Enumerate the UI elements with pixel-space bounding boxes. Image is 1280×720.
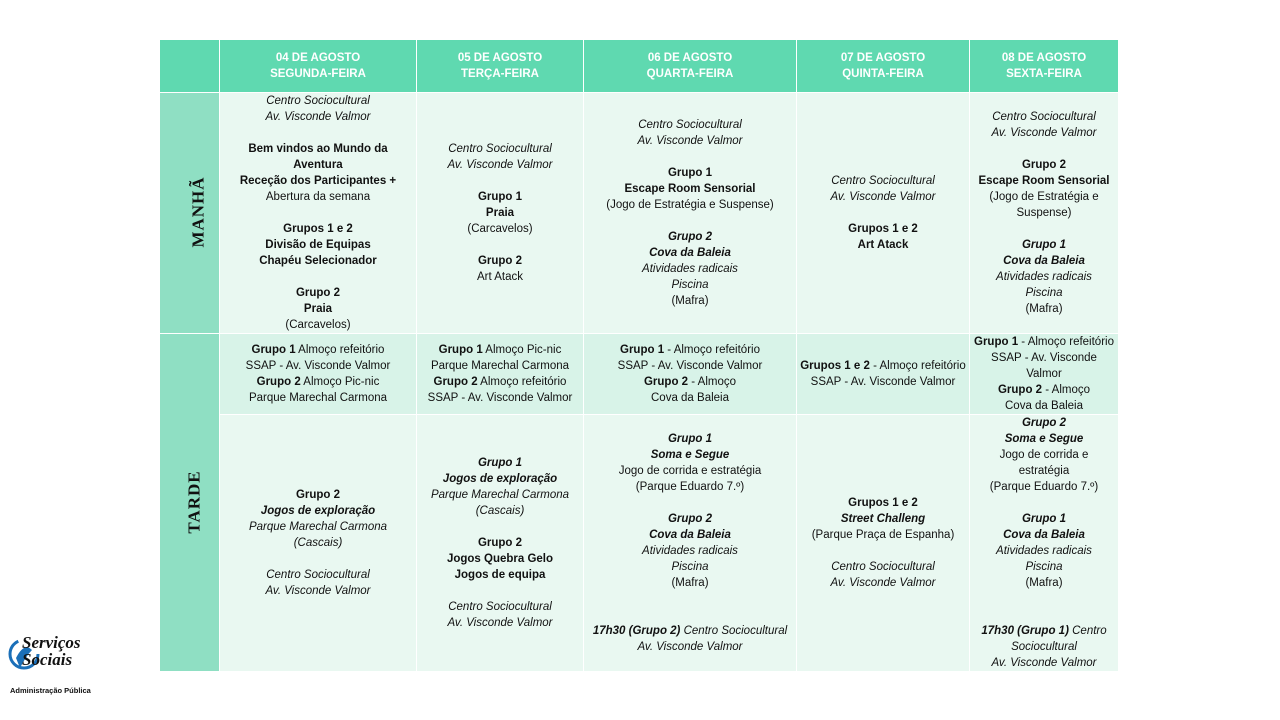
cell-line: [223, 519, 413, 535]
cell-text: Jogo de corrida e estratégia: [618, 465, 762, 477]
cell-line: [800, 559, 966, 575]
cell-text: (Mafra): [1025, 303, 1063, 315]
cell-text: Grupo 1: [1021, 513, 1067, 525]
cell-text: 17h30 (Grupo 1): [981, 625, 1069, 637]
cell-text: Grupo 2: [643, 376, 689, 388]
cell-text: (Cascais): [293, 537, 343, 549]
cell-line: [587, 165, 793, 181]
cell-text: Piscina: [671, 561, 709, 573]
cell-line: [587, 527, 793, 543]
cell-line: [587, 229, 793, 245]
cell-text: Grupo 2: [477, 255, 523, 267]
cell-text: Chapéu Selecionador: [259, 255, 377, 267]
afternoon-cell: [584, 415, 797, 672]
cell-text: Av. Visconde Valmor: [265, 585, 371, 597]
line-gap: [587, 495, 793, 511]
cell-line: [973, 253, 1115, 269]
cell-line: [420, 342, 580, 358]
cell-line: [223, 583, 413, 599]
cell-line: [420, 567, 580, 583]
cell-text: Parque Marechal Carmona: [430, 489, 570, 501]
cell-text: Grupo 2: [667, 513, 713, 525]
cell-text: (Jogo de Estratégia e Suspense): [606, 199, 774, 211]
cell-line: [223, 487, 413, 503]
cell-line: [973, 125, 1115, 141]
cell-line: [973, 511, 1115, 527]
header-date: 05 DE AGOSTO: [457, 52, 543, 64]
cell-text: - Almoço refeitório: [869, 360, 966, 372]
cell-line: [587, 293, 793, 309]
cell-text: Av. Visconde Valmor: [447, 617, 553, 629]
cell-line: [973, 109, 1115, 125]
cell-text: - Almoço: [1042, 384, 1091, 396]
cell-line: [420, 141, 580, 157]
cell-text: Centro Sociocultural: [831, 175, 935, 187]
cell-line: [223, 173, 413, 189]
morning-cell: [417, 93, 584, 334]
cell-text: Atividades radicais: [642, 263, 738, 275]
cell-text: Av. Visconde Valmor: [830, 191, 936, 203]
cell-text: Av. Visconde Valmor: [637, 641, 743, 653]
cell-text: Grupo 1: [438, 344, 483, 356]
cell-text: Grupo 1: [477, 457, 523, 469]
header-weekday: SEGUNDA-FEIRA: [270, 68, 366, 80]
line-gap: [420, 237, 580, 253]
cell-text: - Almoço refeitório: [1018, 336, 1114, 348]
cell-line: [223, 301, 413, 317]
logo-line-2: Sociais: [22, 650, 73, 669]
cell-text: SSAP - Av. Visconde Valmor: [427, 392, 573, 404]
cell-line: [223, 317, 413, 333]
cell-line: [587, 575, 793, 591]
cell-text: Grupos 1 e 2: [283, 223, 353, 235]
afternoon-cell: [417, 415, 584, 672]
cell-text: 17h30 (Grupo 2): [592, 625, 681, 637]
cell-text: Suspense): [1016, 207, 1072, 219]
cell-text: Grupo 1: [667, 433, 713, 445]
cell-line: [973, 655, 1115, 671]
cell-text: - Almoço refeitório: [664, 344, 760, 356]
cell-line: [587, 261, 793, 277]
lunch-cell: [220, 334, 417, 415]
cell-text: Cova da Baleia: [1003, 529, 1085, 541]
header-date: 04 DE AGOSTO: [275, 52, 361, 64]
period-afternoon: [160, 334, 220, 672]
cell-line: [420, 535, 580, 551]
cell-text: Grupo 2: [295, 287, 341, 299]
cell-text: Piscina: [1025, 561, 1063, 573]
cell-text: Grupo 2: [667, 231, 713, 243]
cell-line: [223, 141, 413, 173]
cell-text: Grupos 1 e 2: [848, 497, 918, 509]
period-morning: [160, 93, 220, 334]
cell-line: [973, 189, 1115, 205]
cell-line: [587, 479, 793, 495]
cell-line: [587, 181, 793, 197]
morning-cell: [220, 93, 417, 334]
cell-text: Praia: [303, 303, 333, 315]
cell-text: Grupo 2: [256, 376, 301, 388]
period-afternoon-label: TARDE: [184, 469, 204, 534]
cell-line: [800, 221, 966, 237]
cell-line: [587, 358, 793, 374]
cell-text: (Mafra): [671, 295, 709, 307]
cell-line: [223, 93, 413, 109]
cell-line: [800, 358, 966, 374]
line-gap: [223, 551, 413, 567]
line-gap: [800, 543, 966, 559]
cell-text: Cova da Baleia: [1003, 255, 1085, 267]
line-gap: [223, 205, 413, 221]
cell-text: (Jogo de Estratégia e: [989, 191, 1099, 203]
cell-line: [973, 205, 1115, 221]
cell-text: Atividades radicais: [996, 271, 1092, 283]
cell-line: [973, 639, 1115, 655]
schedule-table: [159, 39, 1119, 672]
lunch-cell: [797, 334, 970, 415]
cell-line: [800, 495, 966, 511]
cell-text: Jogos de exploração: [442, 473, 558, 485]
line-gap: [587, 149, 793, 165]
cell-line: [223, 253, 413, 269]
cell-text: Parque Marechal Carmona: [248, 392, 388, 404]
line-gap: [973, 591, 1115, 607]
header-day-5: [970, 40, 1119, 93]
cell-line: [223, 535, 413, 551]
cell-line: [973, 575, 1115, 591]
cell-line: [973, 382, 1115, 398]
cell-line: [587, 559, 793, 575]
cell-text: SSAP - Av. Visconde Valmor: [617, 360, 763, 372]
cell-text: Escape Room Sensorial: [624, 183, 756, 195]
cell-line: [973, 623, 1115, 639]
cell-text: Bem vindos ao Mundo da Aventura: [248, 143, 388, 171]
cell-text: Soma e Segue: [1004, 433, 1084, 445]
cell-text: Atividades radicais: [642, 545, 738, 557]
cell-text: (Parque Praça de Espanha): [811, 529, 955, 541]
cell-text: Av. Visconde Valmor: [991, 127, 1097, 139]
cell-text: Grupo 1: [667, 167, 713, 179]
cell-text: (Carcavelos): [285, 319, 351, 331]
cell-text: Soma e Segue: [650, 449, 730, 461]
cell-line: [800, 237, 966, 253]
cell-line: [800, 575, 966, 591]
cell-line: [973, 301, 1115, 317]
header-weekday: QUARTA-FEIRA: [646, 68, 734, 80]
cell-text: Receção dos Participantes +: [239, 175, 397, 187]
cell-text: Av. Visconde Valmor: [447, 159, 553, 171]
cell-text: (Carcavelos): [467, 223, 533, 235]
cell-line: [973, 173, 1115, 189]
cell-text: Grupo 2: [997, 384, 1043, 396]
morning-cell: [970, 93, 1119, 334]
afternoon-cell: [220, 415, 417, 672]
cell-line: [420, 471, 580, 487]
header-weekday: SEXTA-FEIRA: [1006, 68, 1082, 80]
cell-line: [420, 599, 580, 615]
afternoon-cell: [797, 415, 970, 672]
cell-line: [420, 253, 580, 269]
cell-line: [973, 543, 1115, 559]
cell-text: Almoço Pic-nic: [482, 344, 562, 356]
cell-line: [223, 285, 413, 301]
cell-line: [420, 189, 580, 205]
cell-text: - Almoço: [688, 376, 737, 388]
cell-line: [223, 109, 413, 125]
cell-line: [587, 463, 793, 479]
cell-line: [223, 390, 413, 406]
cell-line: [800, 511, 966, 527]
cell-text: Av. Visconde Valmor: [830, 577, 936, 589]
cell-text: Praia: [485, 207, 515, 219]
cell-line: [420, 157, 580, 173]
header-weekday: QUINTA-FEIRA: [842, 68, 924, 80]
cell-line: [587, 133, 793, 149]
cell-text: Centro Sociocultural: [266, 569, 370, 581]
lunch-cell: [417, 334, 584, 415]
cell-line: [800, 527, 966, 543]
cell-text: Centro Sociocultural: [831, 561, 935, 573]
cell-line: [800, 374, 966, 390]
cell-text: Av. Visconde Valmor: [265, 111, 371, 123]
cell-text: Grupo 2: [477, 537, 523, 549]
logo-subtitle: Administração Pública: [10, 686, 91, 695]
cell-text: Grupo 1: [477, 191, 523, 203]
cell-line: [420, 455, 580, 471]
cell-text: Parque Marechal Carmona: [248, 521, 388, 533]
header-date: 07 DE AGOSTO: [840, 52, 926, 64]
cell-line: [587, 639, 793, 655]
cell-text: Centro: [1068, 625, 1107, 637]
cell-line: [420, 551, 580, 567]
cell-text: (Parque Eduardo 7.º): [989, 481, 1099, 493]
cell-text: (Cascais): [475, 505, 525, 517]
line-gap: [973, 495, 1115, 511]
cell-line: [973, 447, 1115, 479]
cell-line: [223, 237, 413, 253]
cell-text: Centro Sociocultural: [992, 111, 1096, 123]
cell-text: (Parque Eduardo 7.º): [635, 481, 745, 493]
header-date: 06 DE AGOSTO: [647, 52, 733, 64]
cell-text: Jogo de corrida e estratégia: [999, 449, 1089, 477]
cell-line: [973, 350, 1115, 382]
cell-line: [973, 415, 1115, 431]
header-day-1: [220, 40, 417, 93]
line-gap: [587, 591, 793, 607]
cell-line: [587, 374, 793, 390]
cell-line: [587, 447, 793, 463]
cell-line: [587, 390, 793, 406]
cell-text: Centro Sociocultural: [266, 95, 370, 107]
cell-text: Grupo 2: [1021, 417, 1067, 429]
cell-line: [973, 479, 1115, 495]
cell-text: Cova da Baleia: [651, 392, 729, 404]
cell-text: Jogos de equipa: [454, 569, 546, 581]
line-gap: [973, 141, 1115, 157]
cell-line: [973, 334, 1115, 350]
cell-text: Almoço Pic-nic: [300, 376, 380, 388]
cell-line: [223, 189, 413, 205]
cell-line: [420, 503, 580, 519]
cell-text: Atividades radicais: [996, 545, 1092, 557]
cell-line: [587, 623, 793, 639]
cell-text: Piscina: [1025, 287, 1063, 299]
cell-text: Cova da Baleia: [649, 529, 731, 541]
cell-text: Piscina: [671, 279, 709, 291]
header-corner: [160, 40, 220, 93]
cell-text: Grupo 1: [974, 336, 1019, 348]
logo-line-1: Serviços: [22, 633, 81, 652]
cell-line: [420, 615, 580, 631]
cell-line: [420, 487, 580, 503]
line-gap: [223, 125, 413, 141]
cell-line: [973, 269, 1115, 285]
cell-text: Art Atack: [857, 239, 909, 251]
cell-text: Abertura da semana: [265, 191, 371, 203]
cell-text: Cova da Baleia: [649, 247, 731, 259]
cell-line: [420, 205, 580, 221]
header-day-4: [797, 40, 970, 93]
cell-text: Grupo 2: [1021, 159, 1067, 171]
line-gap: [420, 519, 580, 535]
cell-text: Cova da Baleia: [1005, 400, 1083, 412]
line-gap: [973, 607, 1115, 623]
cell-text: Escape Room Sensorial: [978, 175, 1110, 187]
line-gap: [800, 205, 966, 221]
cell-line: [223, 358, 413, 374]
cell-line: [420, 374, 580, 390]
cell-line: [587, 431, 793, 447]
cell-text: Grupo 1: [620, 344, 665, 356]
cell-text: (Mafra): [671, 577, 709, 589]
cell-text: Street Challeng: [840, 513, 926, 525]
line-gap: [587, 213, 793, 229]
afternoon-cell: [970, 415, 1119, 672]
cell-text: (Mafra): [1025, 577, 1063, 589]
cell-line: [587, 245, 793, 261]
morning-row: [160, 93, 1119, 334]
header-day-2: [417, 40, 584, 93]
cell-line: [973, 527, 1115, 543]
header-day-3: [584, 40, 797, 93]
cell-text: Jogos de exploração: [260, 505, 376, 517]
cell-line: [420, 269, 580, 285]
cell-line: [223, 221, 413, 237]
cell-text: Centro Sociocultural: [638, 119, 742, 131]
cell-text: Av. Visconde Valmor: [991, 657, 1097, 669]
line-gap: [420, 173, 580, 189]
cell-line: [973, 431, 1115, 447]
cell-line: [587, 511, 793, 527]
cell-line: [973, 559, 1115, 575]
line-gap: [587, 607, 793, 623]
cell-line: [587, 197, 793, 213]
cell-text: Grupos 1 e 2: [800, 360, 870, 372]
period-morning-label: MANHÃ: [188, 176, 208, 248]
header-row: [160, 40, 1119, 93]
cell-line: [973, 285, 1115, 301]
cell-text: Jogos Quebra Gelo: [446, 553, 554, 565]
cell-line: [973, 237, 1115, 253]
cell-text: Sociocultural: [1011, 641, 1077, 653]
cell-line: [587, 277, 793, 293]
cell-text: Grupo 1: [251, 344, 296, 356]
cell-text: Centro Sociocultural: [680, 625, 788, 637]
cell-text: Parque Marechal Carmona: [430, 360, 570, 372]
lunch-cell: [584, 334, 797, 415]
cell-text: SSAP - Av. Visconde Valmor: [991, 352, 1097, 380]
cell-line: [973, 157, 1115, 173]
line-gap: [223, 269, 413, 285]
cell-line: [800, 189, 966, 205]
cell-text: Grupos 1 e 2: [848, 223, 918, 235]
cell-line: [587, 543, 793, 559]
lunch-cell: [970, 334, 1119, 415]
cell-text: Grupo 2: [295, 489, 341, 501]
cell-text: SSAP - Av. Visconde Valmor: [810, 376, 956, 388]
header-weekday: TERÇA-FEIRA: [461, 68, 539, 80]
logo-wordmark: [22, 634, 81, 668]
afternoon-row: [160, 415, 1119, 672]
lunch-row: [160, 334, 1119, 415]
cell-line: [973, 398, 1115, 414]
cell-text: Almoço refeitório: [295, 344, 385, 356]
line-gap: [420, 583, 580, 599]
cell-line: [420, 390, 580, 406]
morning-cell: [797, 93, 970, 334]
cell-line: [223, 374, 413, 390]
cell-line: [420, 358, 580, 374]
cell-text: Almoço refeitório: [477, 376, 567, 388]
cell-line: [587, 342, 793, 358]
header-date: 08 DE AGOSTO: [1001, 52, 1087, 64]
cell-text: Art Atack: [476, 271, 524, 283]
cell-line: [420, 221, 580, 237]
cell-text: Centro Sociocultural: [448, 143, 552, 155]
cell-text: Grupo 2: [433, 376, 478, 388]
cell-line: [223, 567, 413, 583]
cell-text: Av. Visconde Valmor: [637, 135, 743, 147]
cell-line: [223, 342, 413, 358]
morning-cell: [584, 93, 797, 334]
cell-line: [223, 503, 413, 519]
line-gap: [973, 221, 1115, 237]
cell-text: SSAP - Av. Visconde Valmor: [245, 360, 391, 372]
cell-text: Centro Sociocultural: [448, 601, 552, 613]
cell-text: Divisão de Equipas: [265, 239, 371, 251]
cell-line: [800, 173, 966, 189]
cell-text: Grupo 1: [1021, 239, 1067, 251]
cell-line: [587, 117, 793, 133]
